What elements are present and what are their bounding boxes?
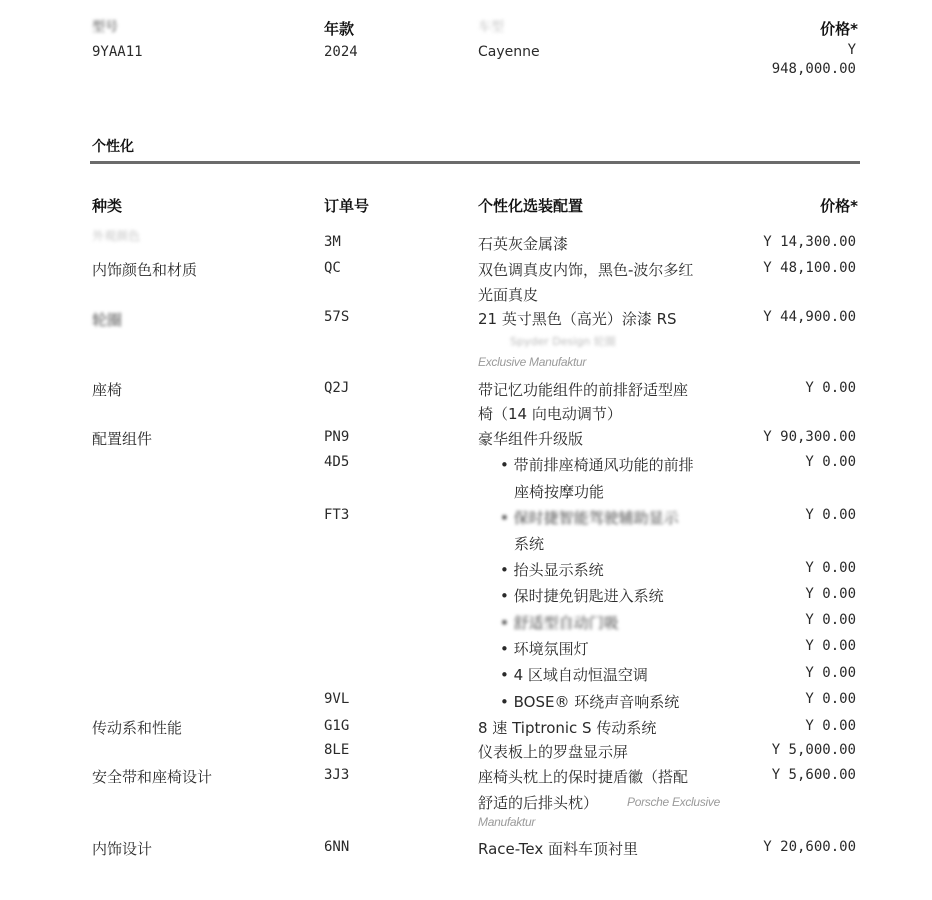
row-category: 座椅 bbox=[92, 381, 123, 399]
row-code: 8LE bbox=[324, 742, 350, 758]
row-price: Y 0.00 bbox=[805, 638, 856, 654]
row-option-cont: 舒适的后排头枕） bbox=[478, 794, 599, 812]
row-code: G1G bbox=[324, 718, 350, 734]
model-name: Cayenne bbox=[478, 44, 540, 60]
row-option-cont: 椅（14 向电动调节） bbox=[478, 405, 622, 423]
row-option: 豪华组件升级版 bbox=[478, 430, 584, 448]
row-option: Race-Tex 面料车顶衬里 bbox=[478, 840, 639, 858]
row-price: Y 44,900.00 bbox=[763, 309, 856, 325]
row-code: Q2J bbox=[324, 380, 350, 396]
row-option: • 带前排座椅通风功能的前排 bbox=[500, 456, 694, 474]
row-code: PN9 bbox=[324, 429, 350, 445]
row-option-cont: 光面真皮 bbox=[478, 286, 539, 304]
header-category: 种类 bbox=[92, 197, 123, 215]
row-code: 3J3 bbox=[324, 767, 350, 783]
row-note-inline: Porsche Exclusive bbox=[627, 795, 720, 809]
row-code: 6NN bbox=[324, 839, 350, 855]
row-option-cont: Spyder Design 轮圈 bbox=[510, 335, 616, 348]
row-price: Y 20,600.00 bbox=[763, 839, 856, 855]
row-category: 内饰设计 bbox=[92, 840, 153, 858]
row-category: 外观颜色 bbox=[92, 229, 141, 243]
header-order-no: 订单号 bbox=[324, 197, 370, 215]
row-option: • 环境氛围灯 bbox=[500, 640, 589, 658]
section-title: 个性化 bbox=[92, 139, 134, 155]
row-code: 3M bbox=[324, 234, 341, 250]
row-code: 4D5 bbox=[324, 454, 350, 470]
row-category: 轮圈 bbox=[92, 311, 123, 329]
row-code: QC bbox=[324, 260, 341, 276]
row-price: Y 48,100.00 bbox=[763, 260, 856, 276]
model-code: 9YAA11 bbox=[92, 44, 143, 60]
row-price: Y 0.00 bbox=[805, 560, 856, 576]
row-option-cont: 系统 bbox=[514, 535, 545, 553]
model-code-label: 型号 bbox=[92, 20, 119, 35]
row-option: 座椅头枕上的保时捷盾徽（搭配 bbox=[478, 768, 689, 786]
section-divider bbox=[90, 161, 860, 164]
row-price: Y 5,000.00 bbox=[771, 742, 856, 758]
row-price: Y 5,600.00 bbox=[771, 767, 856, 783]
price-label: 价格* bbox=[820, 20, 858, 38]
row-price: Y 90,300.00 bbox=[763, 429, 856, 445]
row-price: Y 14,300.00 bbox=[763, 234, 856, 250]
row-option: 双色调真皮内饰，黑色-波尔多红 bbox=[478, 261, 694, 279]
row-option: 8 速 Tiptronic S 传动系统 bbox=[478, 719, 657, 737]
row-price: Y 0.00 bbox=[805, 586, 856, 602]
row-option: 石英灰金属漆 bbox=[478, 235, 569, 253]
row-option: 21 英寸黑色（高光）涂漆 RS bbox=[478, 310, 677, 328]
row-price: Y 0.00 bbox=[805, 665, 856, 681]
row-category: 安全带和座椅设计 bbox=[92, 768, 213, 786]
row-option: • BOSE® 环绕声音响系统 bbox=[500, 693, 680, 711]
row-category: 配置组件 bbox=[92, 430, 153, 448]
year-value: 2024 bbox=[324, 44, 358, 60]
row-price: Y 0.00 bbox=[805, 380, 856, 396]
row-category: 内饰颜色和材质 bbox=[92, 261, 198, 279]
row-option-cont: 座椅按摩功能 bbox=[514, 483, 605, 501]
row-note: Exclusive Manufaktur bbox=[478, 355, 587, 369]
row-option: • 4 区域自动恒温空调 bbox=[500, 666, 648, 684]
row-option: • 保时捷免钥匙进入系统 bbox=[500, 587, 664, 605]
row-price: Y 0.00 bbox=[805, 718, 856, 734]
base-price: 948,000.00 bbox=[771, 61, 856, 77]
row-category: 传动系和性能 bbox=[92, 719, 183, 737]
row-option: • 抬头显示系统 bbox=[500, 561, 604, 579]
row-option: 仪表板上的罗盘显示屏 bbox=[478, 743, 629, 761]
row-code: 57S bbox=[324, 309, 350, 325]
row-code: 9VL bbox=[324, 691, 350, 707]
header-price: 价格* bbox=[820, 197, 858, 215]
price-currency: Y bbox=[847, 42, 856, 58]
year-label: 年款 bbox=[324, 20, 355, 38]
model-name-label: 车型 bbox=[478, 20, 505, 35]
row-option: • 保时捷智能驾驶辅助显示 bbox=[500, 509, 679, 527]
row-option: • 舒适型自动门吸 bbox=[500, 614, 619, 632]
row-price: Y 0.00 bbox=[805, 691, 856, 707]
row-price: Y 0.00 bbox=[805, 507, 856, 523]
row-note: Manufaktur bbox=[478, 815, 536, 829]
row-option: 带记忆功能组件的前排舒适型座 bbox=[478, 381, 689, 399]
row-price: Y 0.00 bbox=[805, 454, 856, 470]
row-code: FT3 bbox=[324, 507, 350, 523]
row-price: Y 0.00 bbox=[805, 612, 856, 628]
header-option: 个性化选装配置 bbox=[478, 197, 584, 215]
